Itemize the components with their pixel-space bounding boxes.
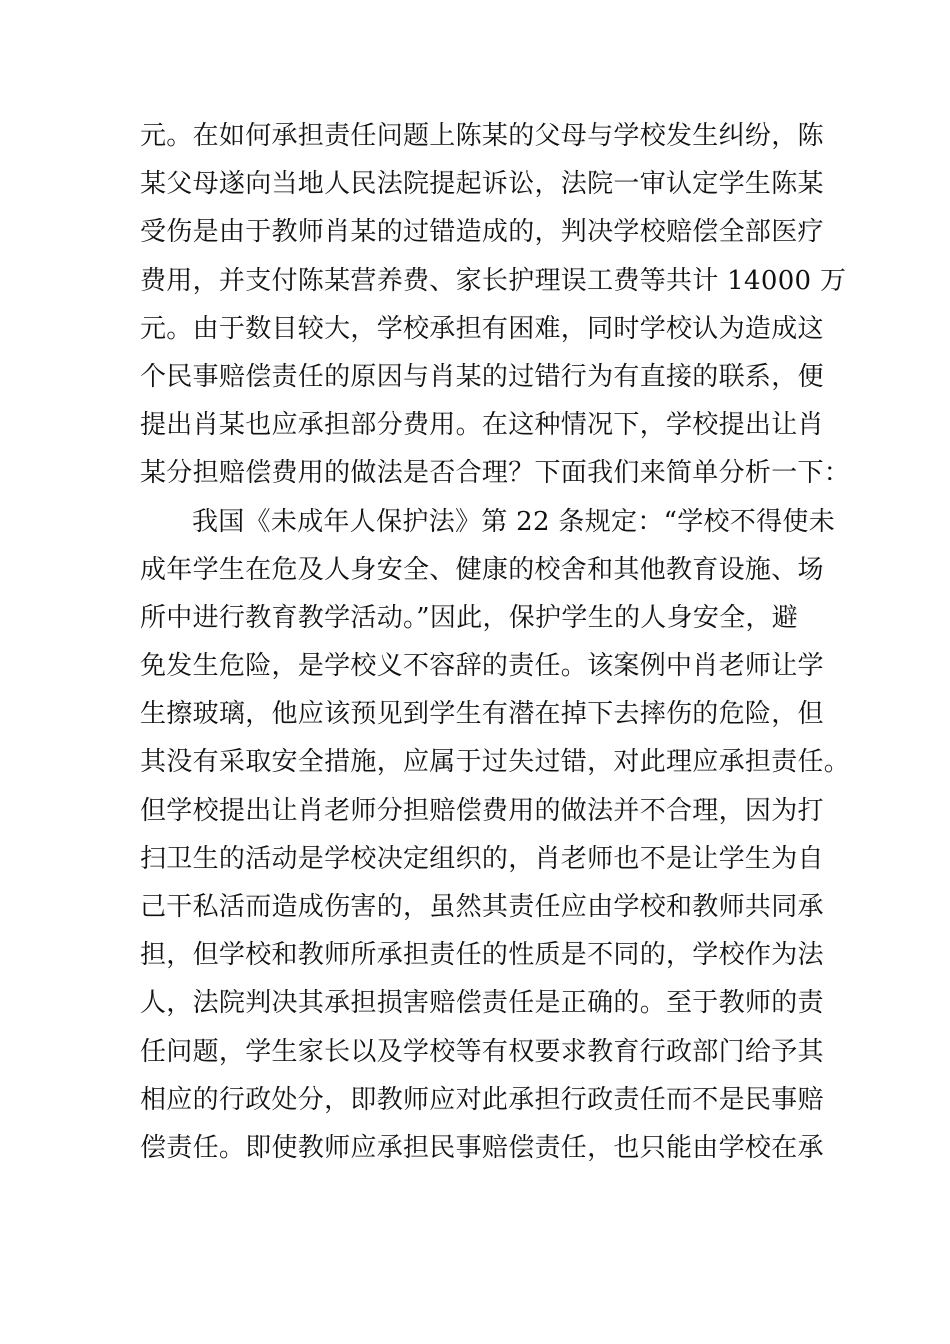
text-line: 某分担赔偿费用的做法是否合理？下面我们来简单分析一下： (140, 458, 851, 489)
text-line: 个民事赔偿责任的原因与肖某的过错行为有直接的联系，便 (140, 361, 824, 392)
paragraph-1 (140, 112, 851, 498)
text-line: 任问题，学生家长以及学校等有权要求教育行政部门给予其 (140, 1036, 824, 1067)
paragraph-2 (140, 498, 851, 1173)
text-line: 免发生危险，是学校义不容辞的责任。该案例中肖老师让学 (140, 651, 824, 682)
text-line: 担，但学校和教师所承担责任的性质是不同的，学校作为法 (140, 940, 824, 971)
text-line: 元。由于数目较大，学校承担有困难，同时学校认为造成这 (140, 313, 824, 344)
text-line: 成年学生在危及人身安全、健康的校舍和其他教育设施、场 (140, 554, 824, 585)
text-line: 己干私活而造成伤害的，虽然其责任应由学校和教师共同承 (140, 892, 824, 922)
text-line: 元。在如何承担责任问题上陈某的父母与学校发生纠纷，陈 (140, 121, 824, 151)
text-line: 费用，并支付陈某营养费、家长护理误工费等共计 14000 万 (140, 265, 847, 296)
text-line: 人，法院判决其承担损害赔偿责任是正确的。至于教师的责 (140, 988, 824, 1019)
document-body (140, 112, 851, 1172)
text-line: 但学校提出让肖老师分担赔偿费用的做法并不合理，因为打 (140, 795, 824, 826)
text-line: 相应的行政处分，即教师应对此承担行政责任而不是民事赔 (140, 1084, 824, 1115)
text-line: 提出肖某也应承担部分费用。在这种情况下，学校提出让肖 (140, 410, 824, 441)
text-line: 其没有采取安全措施，应属于过失过错，对此理应承担责任。 (140, 747, 851, 778)
text-line: 扫卫生的活动是学校决定组织的，肖老师也不是让学生为自 (140, 843, 824, 874)
text-line: 偿责任。即使教师应承担民事赔偿责任，也只能由学校在承 (140, 1132, 824, 1163)
text-line: 我国《未成年人保护法》第 22 条规定：“学校不得使未 (192, 506, 836, 537)
text-line: 所中进行教育教学活动。”因此，保护学生的人身安全，避 (140, 602, 799, 633)
text-line: 受伤是由于教师肖某的过错造成的，判决学校赔偿全部医疗 (140, 217, 824, 248)
text-line: 生擦玻璃，他应该预见到学生有潜在掉下去摔伤的危险，但 (140, 699, 824, 730)
text-line: 某父母遂向当地人民法院提起诉讼，法院一审认定学生陈某 (140, 169, 824, 200)
